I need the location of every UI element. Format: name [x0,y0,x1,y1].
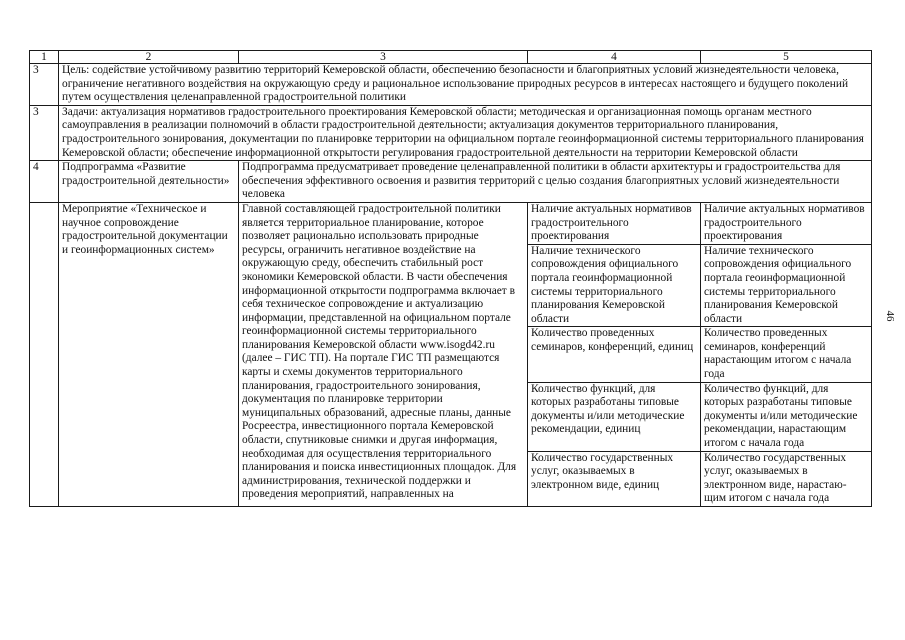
tasks-row [30,105,872,160]
goal-row-number: 3 [30,64,59,106]
subprogram-text: Подпрограмма предусматривает проведение целенаправленной политики в области архитектуры и градостроительства для обеспечения эффективного освоения и развития территорий с целью создания благоприятных условий жизнедеятельности человека [239,161,872,203]
indicator-col4: Наличие актуальных нормативов градостроительного проектирования [528,202,701,244]
indicator-col5: Наличие актуальных нормативов градостроительного проектирования [701,202,872,244]
measure-indicator-row [30,202,872,244]
measure-row-number [30,202,59,506]
goal-row [30,64,872,106]
indicator-col4: Количество функций, для которых разработаны типовые документы и/или методические рекомендации, единиц [528,382,701,451]
indicator-col5: Количество государственных услуг, оказываемых в электронном виде, нарастаю-щим итогом с начала года [701,451,872,506]
col-header-2: 2 [59,51,239,64]
tasks-text: Задачи: актуализация нормативов градостроительного проектирования Кемеровской области; методическая и организационная помощь органам местного самоуправления в реализации полномочий в области градостроительной деятельности; актуализация документов территориального планирования, градостроительного зонирования, документации по планировке территории на официальном портале геоинформационной системы территориального планирования Кемеровской области; обеспечение информационной открытости регулирования градостроительной деятельности на территории Кемеровской области [59,105,872,160]
col-header-4: 4 [528,51,701,64]
goal-text: Цель: содействие устойчивому развитию территорий Кемеровской области, обеспечению безопасности и благоприятных условий жизнедеятельности человека, ограничение негативного воздействия на окружающую среду и рациональное использование природных ресурсов в интересах настоящего и будущего поколений путем осуществления целенаправленной градостроительной политики [59,64,872,106]
col-header-3: 3 [239,51,528,64]
page-number: 46 [884,310,896,322]
indicator-col5: Наличие технического сопровождения официального портала геоинформационной системы территориального планирования Кемеровской области [701,244,872,327]
measure-description: Главной составляющей градостроительной политики является территориальное планирование, которое позволяет рационально использовать природные ресурсы, ограничить негативное воздействие на окружающую среду, обеспечить стабильный рост экономики Кемеровской области. В части обеспечения информационной открытости подпрограмма включает в себя техническое сопровождение и актуализацию информации, представленной на официальном портале геоинформационной системы территориального планирования Кемеровской области www.isogd42.ru (далее – ГИС ТП). На портале ГИС ТП размещаются карты и схемы документов территориального планирования, градостроительного зонирования, документация по планировке территории муниципальных образований, адресные планы, данные Росреестра, инвестиционного портала Кемеровской области, спутниковые снимки и другая информация, необходимая для осуществления территориального планирования и поиска инвестиционных площадок. Для администрирования, технической поддержки и проведения мероприятий, направленных на [239,202,528,506]
subprogram-name: Подпрограмма «Развитие градостроительной деятельности» [59,161,239,203]
program-table [29,50,872,507]
measure-name: Мероприятие «Техническое и научное сопровождение градостроительной документации и геоинформационных систем» [59,202,239,506]
column-number-row [30,51,872,64]
indicator-col4: Количество проведенных семинаров, конференций, единиц [528,327,701,382]
tasks-row-number: 3 [30,105,59,160]
indicator-col5: Количество функций, для которых разработаны типовые документы и/или методические рекомендации, нарастающим итогом с начала года [701,382,872,451]
subprogram-row-number: 4 [30,161,59,203]
indicator-col5: Количество проведенных семинаров, конференций нарастающим итогом с начала года [701,327,872,382]
col-header-1: 1 [30,51,59,64]
subprogram-row [30,161,872,203]
indicator-col4: Количество государственных услуг, оказываемых в электронном виде, единиц [528,451,701,506]
col-header-5: 5 [701,51,872,64]
indicator-col4: Наличие технического сопровождения официального портала геоинформационной системы территориального планирования Кемеровской области [528,244,701,327]
